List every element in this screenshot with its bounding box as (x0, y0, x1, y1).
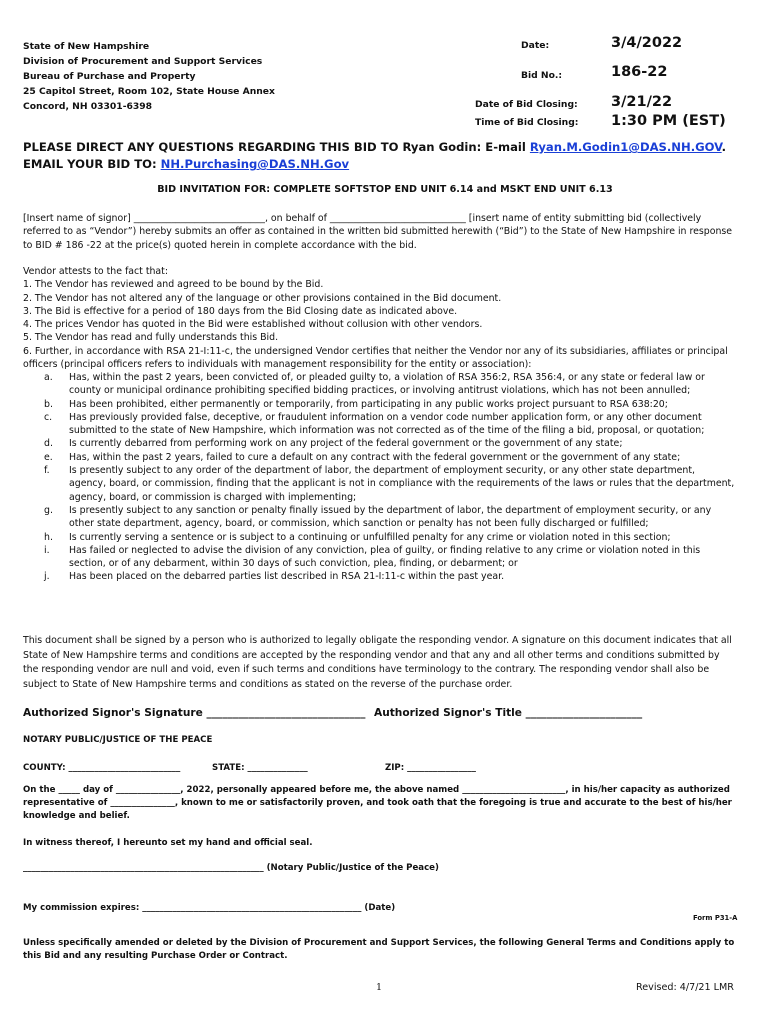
attest-item: 1. The Vendor has reviewed and agreed to be bound by the Bid. (23, 279, 324, 291)
list-text: Has been placed on the debarred parties list described in RSA 21-I:11-c within the past year. (69, 571, 505, 583)
commission-expires-line[interactable]: My commission expires: ___________________________________________________ (Date) (23, 903, 396, 913)
zip-field[interactable]: ZIP: ________________ (385, 763, 476, 773)
signor-paragraph: [Insert name of signor] ____________________________, on behalf of _____________________________ [insert name of entity submitting bid (collectively referred to as “Vendor”) hereby submits an offer as contained in the written bid submitted herewith (“Bid”) to the State of New Hampshire in response to BID # 186 -22 at the price(s) quoted herein in complete accordance with the bid. (23, 213, 733, 251)
certification-sublist (23, 371, 735, 584)
page-number: 1 (376, 982, 383, 993)
list-text: Has, within the past 2 years, failed to cure a default on any contract with the federal government or the government of any state; (69, 451, 681, 463)
list-letter: b. (44, 398, 53, 410)
date-value: 3/4/2022 (611, 35, 683, 51)
bid-no-label: Bid No.: (521, 70, 563, 81)
notary-appearance-text: On the _____ day of _______________, 2022, personally appeared before me, the above named ________________________, in his/her capacity as authorized representative of _______________, known to me or satisfactorily proven, and took oath that the foregoing is true and accurate to the best of his/her knowledge and belief. (23, 785, 732, 821)
list-text: Is presently subject to any order of the department of labor, the department of employment security, or any other state department, agency, board, or commission, finding that the applicant is not in compliance with the requirements of the laws or rules that the department, agency, board, or commission is charged with implementing; (69, 465, 735, 503)
questions-suffix: . (721, 140, 727, 154)
list-letter: h. (44, 531, 53, 543)
notary-heading: NOTARY PUBLIC/JUSTICE OF THE PEACE (23, 735, 213, 745)
attest-intro: Vendor attests to the fact that: (23, 266, 169, 277)
list-item (23, 544, 735, 571)
agency-line: Concord, NH 03301-6398 (23, 101, 153, 112)
attest-item: 3. The Bid is effective for a period of 180 days from the Bid Closing date as indicated above. (23, 305, 458, 317)
attestation-list (23, 265, 735, 345)
list-letter: d. (44, 438, 53, 450)
list-item (23, 504, 735, 531)
list-letter: i. (44, 544, 50, 556)
purchasing-email-link[interactable]: NH.Purchasing@DAS.NH.Gov (160, 157, 350, 171)
list-letter: f. (44, 465, 50, 477)
form-number: Form P31-A (693, 914, 738, 922)
agency-line: Division of Procurement and Support Services (23, 56, 263, 67)
agency-line: 25 Capitol Street, Room 102, State House Annex (23, 86, 275, 97)
agency-address-block (23, 39, 275, 114)
county-field[interactable]: COUNTY: __________________________ (23, 763, 181, 773)
attest-item: 4. The prices Vendor has quoted in the Bid were established without collusion with other vendors. (23, 319, 483, 331)
notary-signature-line[interactable]: ________________________________________________________ (Notary Public/Justice of the Peace) (23, 863, 439, 873)
list-text: Has failed or neglected to advise the division of any conviction, plea of guilty, or finding relative to any crime or violation noted in this section, or of any debarment, within 30 days of such conviction, plea, finding, or debarment; or (69, 544, 701, 570)
closing-date-value: 3/21/22 (611, 94, 673, 110)
list-item (23, 570, 735, 583)
closing-date-label: Date of Bid Closing: (475, 99, 578, 110)
list-item (23, 531, 735, 544)
closing-time-value: 1:30 PM (EST) (611, 113, 726, 129)
list-item (23, 464, 735, 504)
email-bid-line (23, 156, 726, 173)
bid-no-value: 186-22 (611, 64, 668, 80)
signor-title-line[interactable]: Authorized Signor's Title ______________________ (374, 707, 643, 719)
questions-line (23, 139, 726, 156)
list-letter: c. (44, 411, 53, 423)
list-text: Has previously provided false, deceptive, or fraudulent information on a vendor code number application form, or any other document submitted to the state of New Hampshire, which information was not corrected as of the time of the filing a bid, proposal, or quotation; (69, 411, 705, 437)
questions-text: PLEASE DIRECT ANY QUESTIONS REGARDING THIS BID TO Ryan Godin: E-mail (23, 140, 530, 154)
revised-date: Revised: 4/7/21 LMR (636, 982, 734, 993)
agency-line: State of New Hampshire (23, 41, 150, 52)
list-text: Has, within the past 2 years, been convicted of, or pleaded guilty to, a violation of RSA 356:2, RSA 356:4, or any state or federal law or county or municipal ordinance prohibiting specified bidding practices, or involving antitrust violations, which has not been annulled; (69, 372, 705, 397)
attest-item: 5. The Vendor has read and fully understands this Bid. (23, 332, 279, 344)
agency-line: Bureau of Purchase and Property (23, 71, 196, 82)
date-label: Date: (521, 40, 550, 51)
list-text: Is currently serving a sentence or is subject to a continuing or unfulfilled penalty for any crime or violation noted in this section; (69, 531, 671, 543)
list-letter: a. (44, 372, 53, 383)
attest-item: 2. The Vendor has not altered any of the language or other provisions contained in the Bid document. (23, 292, 502, 304)
list-item (23, 451, 735, 464)
bid-invitation-title: BID INVITATION FOR: COMPLETE SOFTSTOP END UNIT 6.14 and MSKT END UNIT 6.13 (157, 184, 613, 195)
list-item (23, 371, 735, 398)
general-terms-notice: Unless specifically amended or deleted by the Division of Procurement and Support Services, the following General Terms and Conditions apply to this Bid and any resulting Purchase Order or Contract. (23, 938, 735, 961)
list-text: Has been prohibited, either permanently or temporarily, from participating in any public works project pursuant to RSA 638:20; (69, 398, 668, 410)
list-letter: j. (44, 571, 50, 583)
attest-item-6: 6. Further, in accordance with RSA 21-I:11-c, the undersigned Vendor certifies that neither the Vendor nor any of its subsidiaries, affiliates or principal officers (principal officers refers to individuals with management responsibility for the entity or association): (23, 346, 728, 371)
list-item (23, 398, 735, 411)
witness-text: In witness thereof, I hereunto set my hand and official seal. (23, 838, 313, 848)
state-field[interactable]: STATE: ______________ (212, 763, 308, 773)
closing-time-label: Time of Bid Closing: (475, 117, 579, 128)
list-text: Is currently debarred from performing work on any project of the federal government or the government of any state; (69, 438, 623, 450)
contact-email-link[interactable]: Ryan.M.Godin1@DAS.NH.GOV (529, 140, 722, 154)
list-item (23, 437, 735, 450)
signor-signature-line[interactable]: Authorized Signor's Signature ______________________________ (23, 707, 366, 719)
list-text: Is presently subject to any sanction or penalty finally issued by the department of labor, the department of employment security, or any other state department, agency, board, or commission, which sanction or penalty has not been fully discharged or fulfilled; (69, 504, 712, 530)
list-letter: g. (44, 504, 53, 516)
list-letter: e. (44, 451, 53, 463)
list-item (23, 411, 735, 438)
closing-paragraph: This document shall be signed by a person who is authorized to legally obligate the responding vendor. A signature on this document indicates that all State of New Hampshire terms and conditions are accepted by the responding vendor and that any and all other terms and conditions submitted by the responding vendor are null and void, even if such terms and conditions have terminology to the contrary. The responding vendor shall also be subject to State of New Hampshire terms and conditions as stated on the reverse of the purchase order. (23, 635, 732, 691)
contact-block (23, 139, 726, 173)
email-bid-text: EMAIL YOUR BID TO: (23, 157, 161, 171)
